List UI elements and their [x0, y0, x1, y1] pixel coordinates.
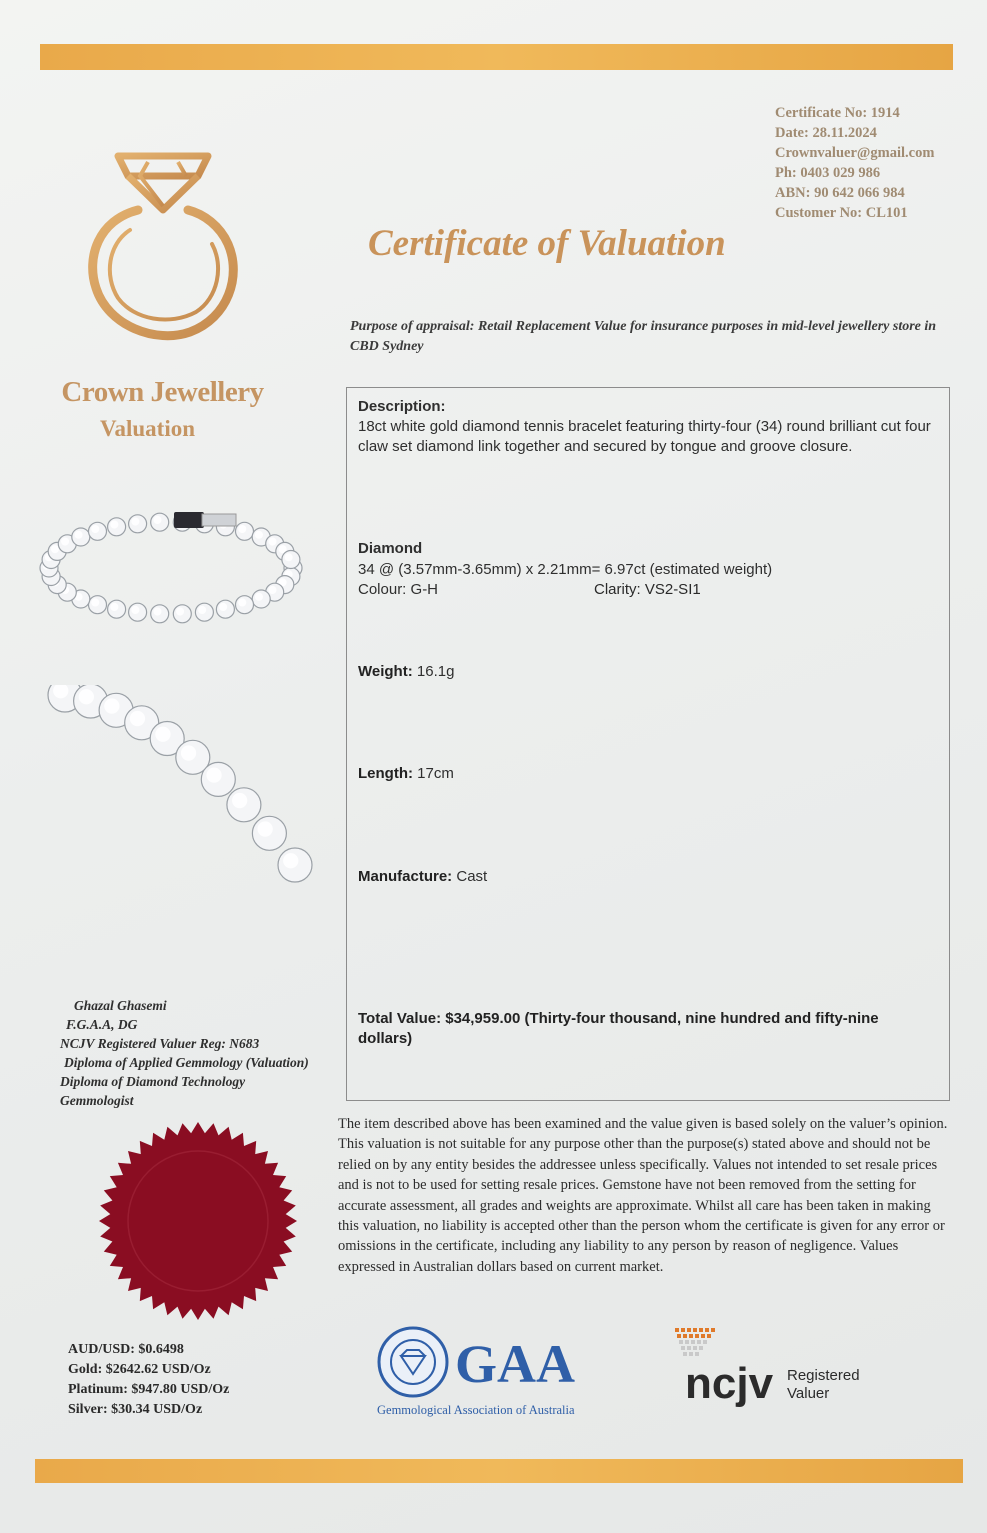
wax-seal-icon	[98, 1120, 298, 1322]
rate-gold: Gold: $2642.62 USD/Oz	[68, 1362, 211, 1377]
length-row	[358, 764, 454, 784]
weight-row	[358, 662, 454, 682]
description-text: 18ct white gold diamond tennis bracelet featuring thirty-four (34) round brilliant cut four claw set diamond link together and secured by tongue and groove closure.	[358, 418, 931, 455]
bracelet-photo-full	[34, 502, 309, 628]
valuer-registration: NCJV Registered Valuer Reg: N683	[60, 1036, 260, 1051]
closeup-stone-highlight	[283, 853, 298, 868]
length-value: 17cm	[412, 765, 454, 782]
ncjv-dot	[687, 1328, 691, 1332]
ncjv-dot	[705, 1328, 709, 1332]
customer-number: Customer No: CL101	[775, 205, 908, 221]
valuer-name: Ghazal Ghasemi	[74, 998, 167, 1013]
bracelet-stone-highlight	[61, 538, 69, 546]
bracelet-stone-highlight	[268, 538, 276, 546]
closeup-stone-highlight	[206, 768, 221, 783]
certificate-number: Certificate No: 1914	[775, 105, 900, 121]
certificate-info	[775, 103, 975, 223]
description-box	[346, 387, 950, 1101]
ncjv-dot	[681, 1328, 685, 1332]
ncjv-registered: Registered	[787, 1367, 860, 1384]
disclaimer-text: The item described above has been examined and the value given is based solely on the valuer’s opinion. This valuation is not suitable for any purpose other than the purpose(s) stated above and should not be relied on by any entity besides the addressee unless specifically. Values not intended to set resale prices and is not to be used for setting resale prices. Gemstone have not been removed from the setting for accurate assessment, all grades and weights are approximate. Whilst all care has been taken in making this valuation, no liability is accepted other than the person whom the certificate is given for any error or omissions in the certificate, including any liability to any person by reason of negligence. Values expressed in Australian dollars based on current market.	[338, 1116, 948, 1275]
bracelet-stone-highlight	[255, 531, 263, 539]
diamond-spec: 34 @ (3.57mm-3.65mm) x 2.21mm= 6.97ct (estimated weight)	[358, 561, 773, 578]
diamond-clarity: Clarity: VS2-SI1	[594, 581, 701, 598]
contact-phone: Ph: 0403 029 986	[775, 165, 881, 181]
contact-email: Crownvaluer@gmail.com	[775, 145, 935, 161]
closeup-stone-highlight	[79, 689, 94, 704]
bracelet-stone-highlight	[238, 525, 246, 533]
ncjv-dot	[701, 1334, 705, 1338]
ncjv-dot	[695, 1352, 699, 1356]
bracelet-stone-highlight	[75, 531, 83, 539]
abn-number: ABN: 90 642 066 984	[775, 185, 905, 201]
ncjv-dot	[703, 1340, 707, 1344]
ncjv-dot	[697, 1340, 701, 1344]
ncjv-dot	[689, 1352, 693, 1356]
ncjv-dot	[677, 1334, 681, 1338]
ncjv-dot	[689, 1334, 693, 1338]
closeup-stone-highlight	[181, 745, 196, 760]
ncjv-dot	[693, 1328, 697, 1332]
weight-value: 16.1g	[412, 663, 455, 680]
valuer-details	[52, 996, 352, 1110]
ncjv-valuer: Valuer	[787, 1385, 830, 1402]
top-gold-bar	[40, 44, 953, 70]
bracelet-stone-highlight	[110, 603, 118, 611]
bracelet-stone-highlight	[176, 608, 184, 616]
bracelet-stone-highlight	[51, 545, 59, 553]
bracelet-stone-highlight	[268, 586, 276, 594]
diamond-colour: Colour: G-H	[358, 581, 439, 598]
weight-label: Weight:	[358, 663, 413, 680]
closeup-stone-highlight	[104, 698, 119, 713]
bracelet-stone-highlight	[285, 553, 293, 561]
closeup-stone-highlight	[258, 821, 273, 836]
valuer-diploma-diamond: Diploma of Diamond Technology	[60, 1074, 246, 1089]
bracelet-stone-highlight	[198, 606, 206, 614]
bracelet-stone-highlight	[219, 603, 227, 611]
bracelet-stone-highlight	[131, 518, 139, 526]
bracelet-stone-highlight	[131, 606, 139, 614]
length-label: Length:	[358, 765, 413, 782]
gaa-logo	[375, 1326, 605, 1421]
ncjv-dot	[691, 1340, 695, 1344]
bracelet-stone-highlight	[153, 516, 161, 524]
bracelet-photo-closeup	[45, 685, 315, 905]
gaa-abbr: GAA	[455, 1334, 575, 1394]
ncjv-logo	[665, 1322, 885, 1412]
bracelet-stone-highlight	[255, 593, 263, 601]
brand-name: Crown Jewellery	[61, 376, 264, 408]
bracelet-stone-highlight	[238, 598, 246, 606]
ncjv-dot	[699, 1328, 703, 1332]
rate-silver: Silver: $30.34 USD/Oz	[68, 1402, 203, 1417]
ncjv-dot	[707, 1334, 711, 1338]
metal-rates	[68, 1340, 328, 1420]
bracelet-stone-highlight	[91, 598, 99, 606]
total-value: Total Value: $34,959.00 (Thirty-four thousand, nine hundred and fifty-nine dollars)	[358, 1010, 879, 1047]
bottom-gold-bar	[35, 1459, 963, 1483]
manufacture-label: Manufacture:	[358, 868, 453, 885]
ncjv-dot	[699, 1346, 703, 1350]
diamond-label: Diamond	[358, 540, 423, 557]
ncjv-dot	[679, 1340, 683, 1344]
ncjv-dot	[683, 1352, 687, 1356]
closeup-stone-highlight	[130, 711, 145, 726]
bracelet-stone-highlight	[91, 525, 99, 533]
bracelet-stone-highlight	[110, 521, 118, 529]
certificate-date: Date: 28.11.2024	[775, 125, 877, 141]
ncjv-dot	[685, 1340, 689, 1344]
ncjv-dot	[695, 1334, 699, 1338]
rate-aud-usd: AUD/USD: $0.6498	[68, 1342, 184, 1357]
brand-subtitle: Valuation	[99, 416, 196, 441]
manufacture-row	[358, 867, 487, 887]
closeup-stone-highlight	[232, 793, 247, 808]
diamond-ring-logo-icon	[78, 148, 248, 348]
rate-platinum: Platinum: $947.80 USD/Oz	[68, 1382, 230, 1397]
ncjv-dot	[681, 1346, 685, 1350]
valuer-diploma-gemmology: Diploma of Applied Gemmology (Valuation)	[64, 1055, 309, 1070]
description-label: Description:	[358, 398, 446, 415]
purpose-of-appraisal: Purpose of appraisal: Retail Replacement Value for insurance purposes in mid-level jewellery store in CBD Sydney	[350, 319, 937, 354]
page-title: Certificate of Valuation	[368, 223, 726, 264]
ncjv-dot	[693, 1346, 697, 1350]
valuer-title: Gemmologist	[60, 1093, 134, 1108]
ncjv-dot	[711, 1328, 715, 1332]
gaa-full-name: Gemmological Association of Australia	[377, 1403, 575, 1417]
manufacture-value: Cast	[452, 868, 488, 885]
closeup-stone-highlight	[155, 727, 170, 742]
bracelet-stone-highlight	[153, 608, 161, 616]
ncjv-dot	[687, 1346, 691, 1350]
ncjv-abbr: ncjv	[685, 1359, 774, 1408]
ncjv-dot	[675, 1328, 679, 1332]
valuer-qualifications: F.G.A.A, DG	[66, 1017, 138, 1032]
ncjv-dot	[683, 1334, 687, 1338]
